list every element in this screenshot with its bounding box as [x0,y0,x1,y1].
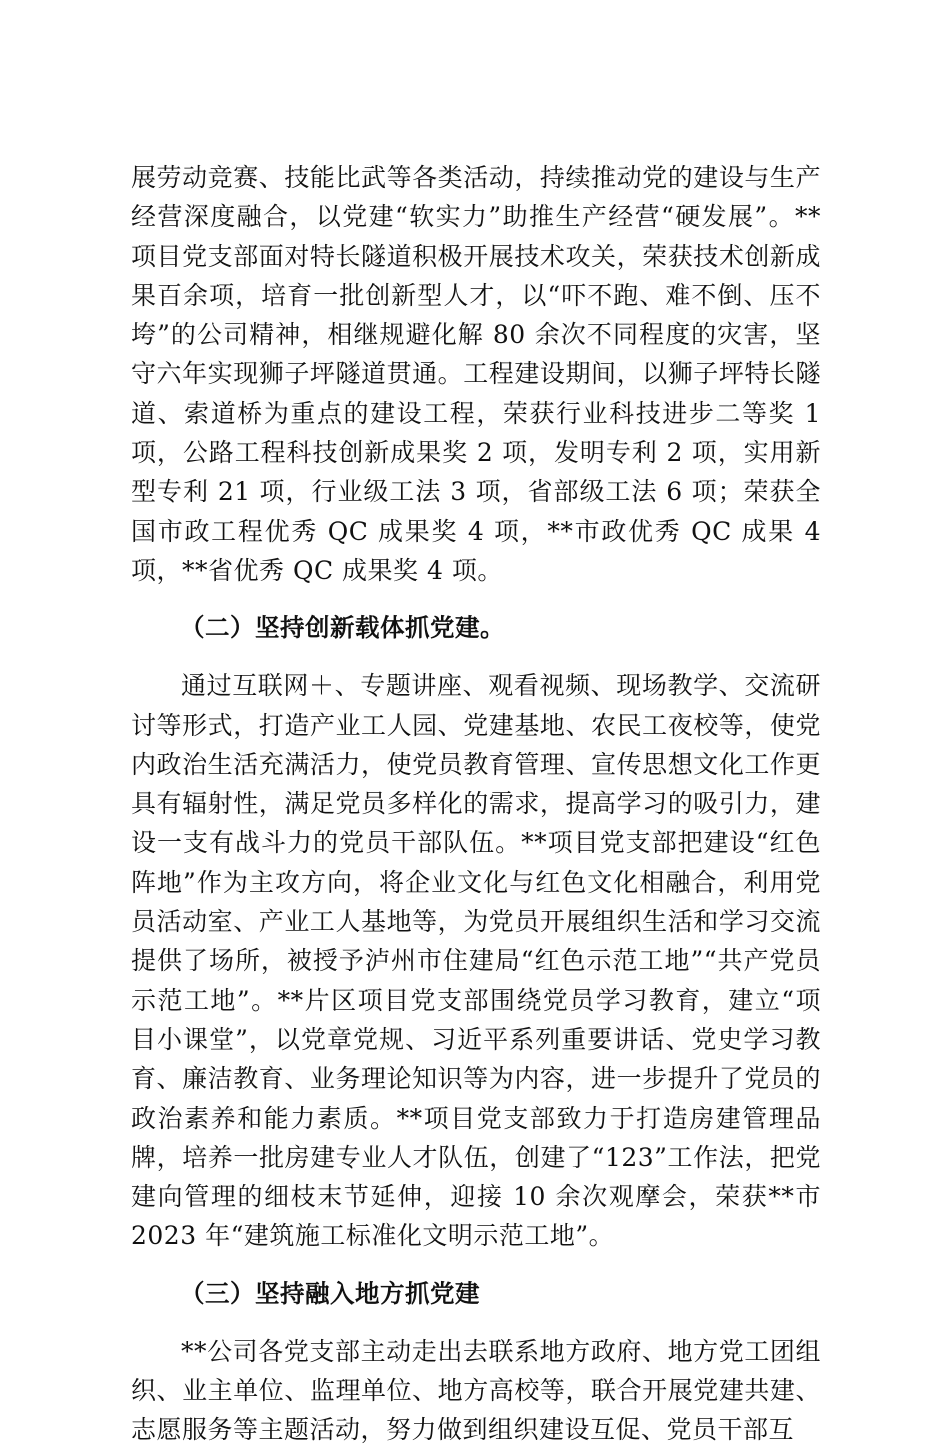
section-heading-innovation: （二）坚持创新载体抓党建。 [180,613,505,643]
paragraph-innovation-carriers: 通过互联网＋、专题讲座、观看视频、现场教学、交流研讨等形式，打造产业工人园、党建基地、农民工夜校等，使党内政治生活充满活力，使党员教育管理、宣传思想文化工作更具有辐射性，满足党员多样化的需求，提高学习的吸引力，建设一支有战斗力的党员干部队伍。**项目党支部把建设“红色阵地”作为主攻方向，将企业文化与红色文化相融合，利用党员活动室、产业工人基地等，为党员开展组织生活和学习交流提供了场所，被授予泸州市住建局“红色示范工地”“共产党员示范工地”。**片区项目党支部围绕党员学习教育，建立“项目小课堂”，以党章党规、习近平系列重要讲话、党史学习教育、廉洁教育、业务理论知识等为内容，进一步提升了党员的政治素养和能力素质。**项目党支部致力于打造房建管理品牌，培养一批房建专业人才队伍，创建了“123”工作法，把党建向管理的细枝末节延伸，迎接 10 余次观摩会，荣获**市 2023 年“建筑施工标准化文明示范工地”。 [131,671,821,1251]
section-heading-local-integration: （三）坚持融入地方抓党建 [180,1278,480,1308]
paragraph-local-integration: **公司各党支部主动走出去联系地方政府、地方党工团组织、业主单位、监理单位、地方高校等，联合开展党建共建、志愿服务等主题活动，努力做到组织建设互促、党员干部互 [131,1336,821,1445]
document-body [131,158,821,1450]
paragraph-work-competition: 展劳动竞赛、技能比武等各类活动，持续推动党的建设与生产经营深度融合，以党建“软实力”助推生产经营“硬发展”。**项目党支部面对特长隧道积极开展技术攻关，荣获技术创新成果百余项，培育一批创新型人才，以“吓不跑、难不倒、压不垮”的公司精神，相继规避化解 80 余次不同程度的灾害，坚守六年实现狮子坪隧道贯通。工程建设期间，以狮子坪特长隧道、索道桥为重点的建设工程，荣获行业科技进步二等奖 1 项，公路工程科技创新成果奖 2 项，发明专利 2 项，实用新型专利 21 项，行业级工法 3 项，省部级工法 6 项；荣获全国市政工程优秀 QC 成果奖 4 项，**市政优秀 QC 成果 4 项，**省优秀 QC 成果奖 4 项。 [131,163,821,585]
